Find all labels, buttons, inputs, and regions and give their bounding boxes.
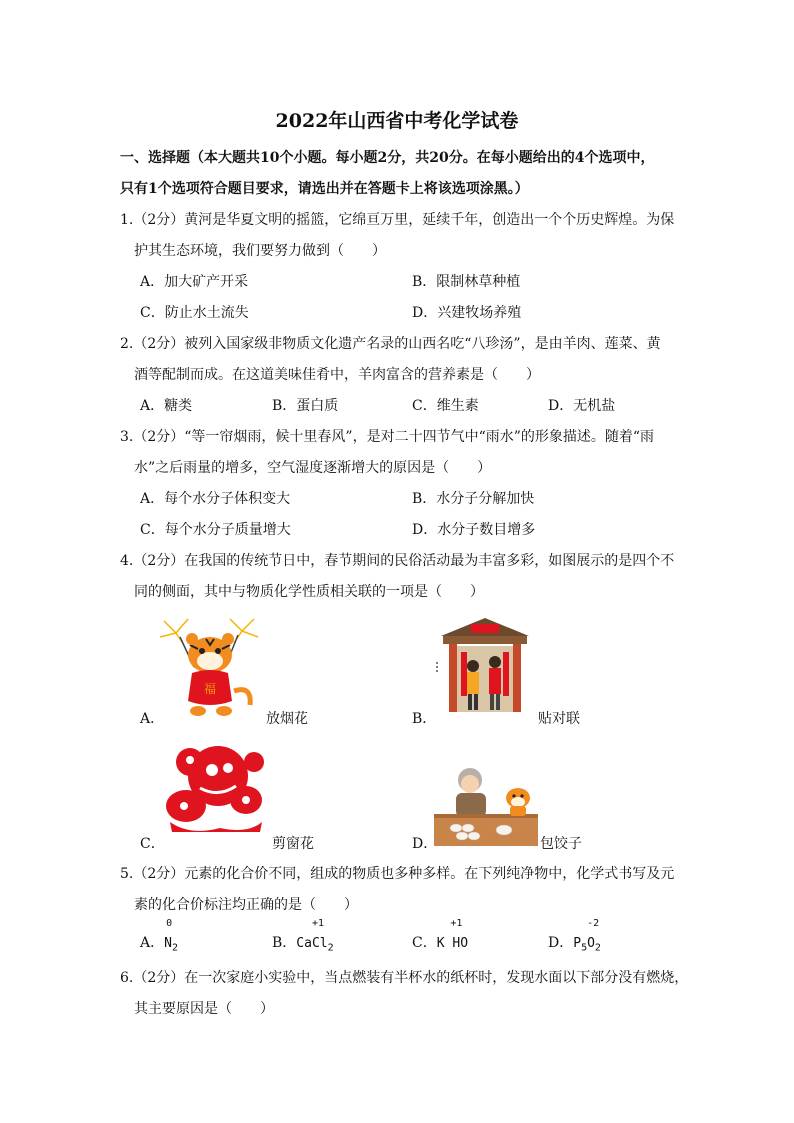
q3-stem-line2 [134,457,491,477]
q1-option-c[interactable]: C．防止水土流失 [140,305,249,321]
q5-option-d-valence: -2 [587,918,600,929]
q3-option-b[interactable]: B．水分子分解加快 [412,491,535,507]
q4-stem-line2 [134,581,484,601]
q5-option-c-letter: C． [412,935,437,951]
q2-option-a[interactable]: A．糖类 [140,398,193,414]
q5-option-a-valence: 0 [166,918,173,929]
q4-stem-text: 同的侧面，其中与物质化学性质相关联的一项是（ [134,584,442,600]
q2-option-d[interactable]: D．无机盐 [548,398,616,414]
q5-option-a[interactable] [140,918,178,954]
q4-option-c-paper-cut-image [160,736,270,836]
q4-option-c-caption: 剪窗花 [272,836,314,852]
q6-stem-line1: 6.（2分）在一次家庭小实验中，当点燃装有半杯水的纸杯时，发现水面以下部分没有燃烧， [120,970,689,986]
q4-option-a-tiger-fireworks-image [158,615,262,721]
q1-stem-text: 护其生态环境，我们要努力做到（ [134,243,344,259]
q5-option-b-valence: +1 [311,918,324,929]
q4-option-d-dumplings-image [434,762,538,846]
q5-stem-line1: 5.（2分）元素的化合价不同，组成的物质也多种多样。在下列纯净物中，化学式书写及元 [120,866,675,882]
q2-paren-close: ） [526,367,540,383]
section-heading-line1: 一、选择题（本大题共10个小题。每小题2分，共20分。在每小题给出的4个选项中， [120,150,655,166]
q3-paren-close: ） [477,460,492,476]
q1-paren-close: ） [372,243,386,259]
q5-option-c-element-1: K [436,936,445,951]
q5-option-d-letter: D． [548,935,574,951]
q4-paren-close: ） [470,584,484,600]
q1-stem-line2 [134,240,386,260]
q5-option-d-subscript-2: 2 [594,942,601,954]
q5-stem-text: 素的化合价标注均正确的是（ [134,897,316,913]
q2-stem-text: 酒等配制而成。在这道美味佳肴中，羊肉富含的营养素是（ [134,367,498,383]
q1-option-d[interactable]: D．兴建牧场养殖 [412,305,522,321]
q2-option-c[interactable]: C．维生素 [412,398,479,414]
q4-option-a-caption: 放烟花 [266,711,308,727]
q5-option-d-element-2: O [587,936,595,951]
q5-option-c-formula [436,918,469,951]
q5-option-b-formula [296,918,334,954]
q5-option-a-subscript: 2 [171,942,178,954]
q1-stem-line1: 1.（2分）黄河是华夏文明的摇篮，它绵亘万里，延续千年，创造出一个个历史辉煌。为保 [120,212,675,228]
page-title: 2022年山西省中考化学试卷 [275,110,519,132]
q5-option-c-element-2: H [452,936,461,951]
q2-stem-line1: 2.（2分）被列入国家级非物质文化遗产名录的山西名吃“八珍汤”，是由羊肉、莲菜、黄 [120,336,661,352]
q1-option-b[interactable]: B．限制林草种植 [412,274,521,290]
q5-option-d[interactable] [548,918,601,954]
q5-option-b-subscript: 2 [327,942,334,954]
q5-option-d-subscript-1: 5 [581,942,588,954]
q3-option-d[interactable]: D．水分子数目增多 [412,522,536,538]
q5-paren-close: ） [344,897,358,913]
q2-stem-line2 [134,364,540,384]
q5-option-a-letter: A． [140,935,165,951]
q5-option-d-formula [573,918,601,954]
q3-stem-text: 水”之后雨量的增多，空气湿度逐渐增大的原因是（ [134,460,450,476]
q4-option-c-letter[interactable]: C． [140,836,165,852]
q6-stem-text: 其主要原因是（ [134,1001,232,1017]
q4-stem-line1: 4.（2分）在我国的传统节日中，春节期间的民俗活动最为丰富多彩，如图展示的是四个不 [120,553,675,569]
q5-option-c[interactable] [412,918,469,952]
q5-option-a-formula [164,918,178,954]
q5-option-a-element: N [164,936,172,951]
section-heading-line2: 只有1个选项符合题目要求，请选出并在答题卡上将该选项涂黑。） [120,181,529,197]
q4-option-b-couplet-image [435,612,535,714]
q3-stem-line1: 3.（2分）“等一帘烟雨，候十里春风”，是对二十四节气中“雨水”的形象描述。随着“雨 [120,429,655,445]
q5-option-b-letter: B． [272,935,297,951]
q5-option-c-element-3: O [460,936,469,951]
q5-option-b-element-1: Ca [296,936,312,951]
q5-option-b[interactable] [272,918,334,954]
q3-option-c[interactable]: C．每个水分子质量增大 [140,522,291,538]
q4-option-d-letter[interactable]: D． [412,836,438,852]
q5-option-b-element-2: Cl [311,936,328,951]
svg-text:福: 福 [204,682,217,696]
q6-stem-line2 [134,998,274,1018]
q4-option-a-letter[interactable]: A． [140,711,165,727]
q5-option-c-valence: +1 [450,918,463,929]
q4-option-d-caption: 包饺子 [540,836,582,852]
q6-paren-close: ） [260,1001,274,1017]
q4-option-b-letter[interactable]: B． [412,711,437,727]
q5-stem-line2 [134,894,358,914]
q4-option-b-caption: 贴对联 [538,711,580,727]
q3-option-a[interactable]: A．每个水分子体积变大 [140,491,291,507]
q5-option-d-element-1: P [573,936,582,951]
q1-option-a[interactable]: A．加大矿产开采 [140,274,249,290]
q2-option-b[interactable]: B．蛋白质 [272,398,339,414]
